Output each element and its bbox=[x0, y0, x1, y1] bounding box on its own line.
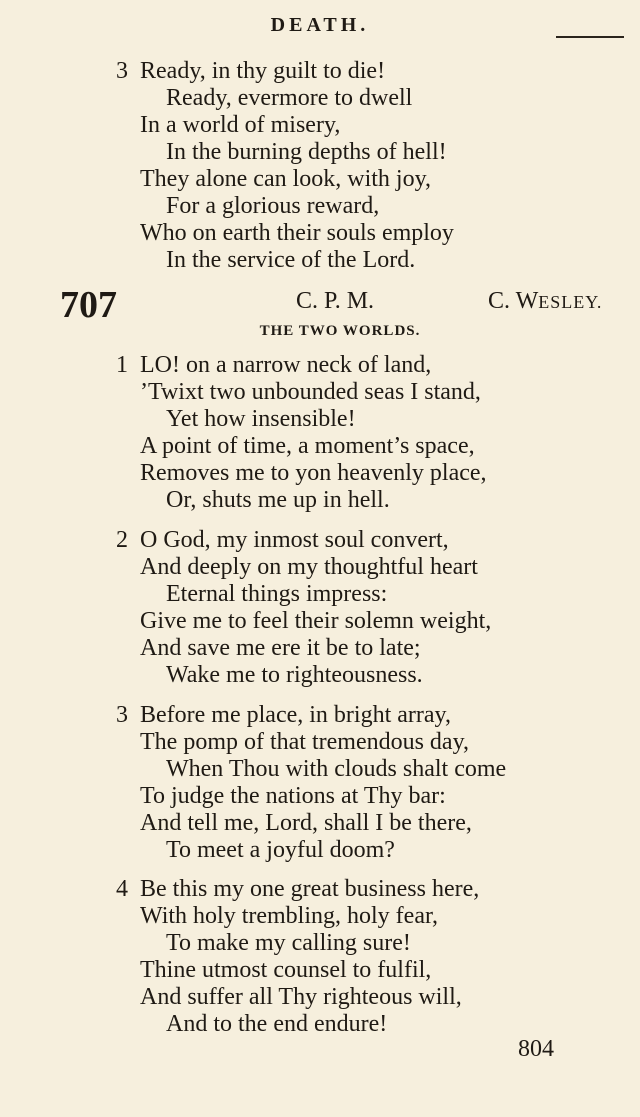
verse-line: Yet how insensible! bbox=[166, 406, 356, 432]
verse-line: With holy trembling, holy fear, bbox=[140, 903, 439, 929]
hymn-author bbox=[488, 288, 602, 315]
page-header: DEATH. bbox=[270, 14, 370, 36]
verse-line: Wake me to righteousness. bbox=[166, 662, 423, 688]
verse-line: A point of time, a moment’s space, bbox=[140, 433, 475, 459]
verse-line: Thine utmost counsel to fulfil, bbox=[140, 957, 432, 983]
prev-stanza-number: 3 bbox=[116, 58, 128, 84]
verse-line: Be this my one great business here, bbox=[140, 876, 480, 902]
verse-line: ’Twixt two unbounded seas I stand, bbox=[140, 379, 481, 405]
hymn-number: 707 bbox=[60, 284, 117, 326]
author-rest: ESLEY. bbox=[538, 292, 603, 312]
verse-line: When Thou with clouds shalt come bbox=[166, 756, 507, 782]
verse-line: In the burning depths of hell! bbox=[166, 139, 447, 165]
page-number: 804 bbox=[518, 1036, 554, 1062]
verse-line: They alone can look, with joy, bbox=[140, 166, 432, 192]
verse-line: In the service of the Lord. bbox=[166, 247, 416, 273]
verse-line: Or, shuts me up in hell. bbox=[166, 487, 390, 513]
verse-line: And suffer all Thy righteous will, bbox=[140, 984, 462, 1010]
hymn-meter: C. P. M. bbox=[296, 288, 375, 314]
stanza-number: 3 bbox=[116, 702, 128, 728]
verse-line: O God, my inmost soul convert, bbox=[140, 527, 449, 553]
verse-line: To meet a joyful doom? bbox=[166, 837, 395, 863]
verse-line: Before me place, in bright array, bbox=[140, 702, 451, 728]
verse-line: Ready, evermore to dwell bbox=[166, 85, 413, 111]
author-first: C. W bbox=[488, 288, 539, 314]
header-rule bbox=[556, 36, 624, 38]
verse-line: Eternal things impress: bbox=[166, 581, 388, 607]
verse-line: To make my calling sure! bbox=[166, 930, 411, 956]
verse-line: LO! on a narrow neck of land, bbox=[140, 352, 432, 378]
verse-line: Removes me to yon heavenly place, bbox=[140, 460, 487, 486]
verse-line: Give me to feel their solemn weight, bbox=[140, 608, 492, 634]
hymn-title: THE TWO WORLDS. bbox=[259, 323, 421, 339]
verse-line: And to the end endure! bbox=[166, 1011, 388, 1037]
verse-line: Ready, in thy guilt to die! bbox=[140, 58, 386, 84]
verse-line: And tell me, Lord, shall I be there, bbox=[140, 810, 472, 836]
verse-line: And deeply on my thoughtful heart bbox=[140, 554, 478, 580]
verse-line: And save me ere it be to late; bbox=[140, 635, 421, 661]
stanza-number: 2 bbox=[116, 527, 128, 553]
verse-line: The pomp of that tremendous day, bbox=[140, 729, 470, 755]
verse-line: Who on earth their souls employ bbox=[140, 220, 454, 246]
stanza-number: 4 bbox=[116, 876, 128, 902]
verse-line: In a world of misery, bbox=[140, 112, 341, 138]
verse-line: For a glorious reward, bbox=[166, 193, 380, 219]
verse-line: To judge the nations at Thy bar: bbox=[140, 783, 446, 809]
stanza-number: 1 bbox=[116, 352, 128, 378]
